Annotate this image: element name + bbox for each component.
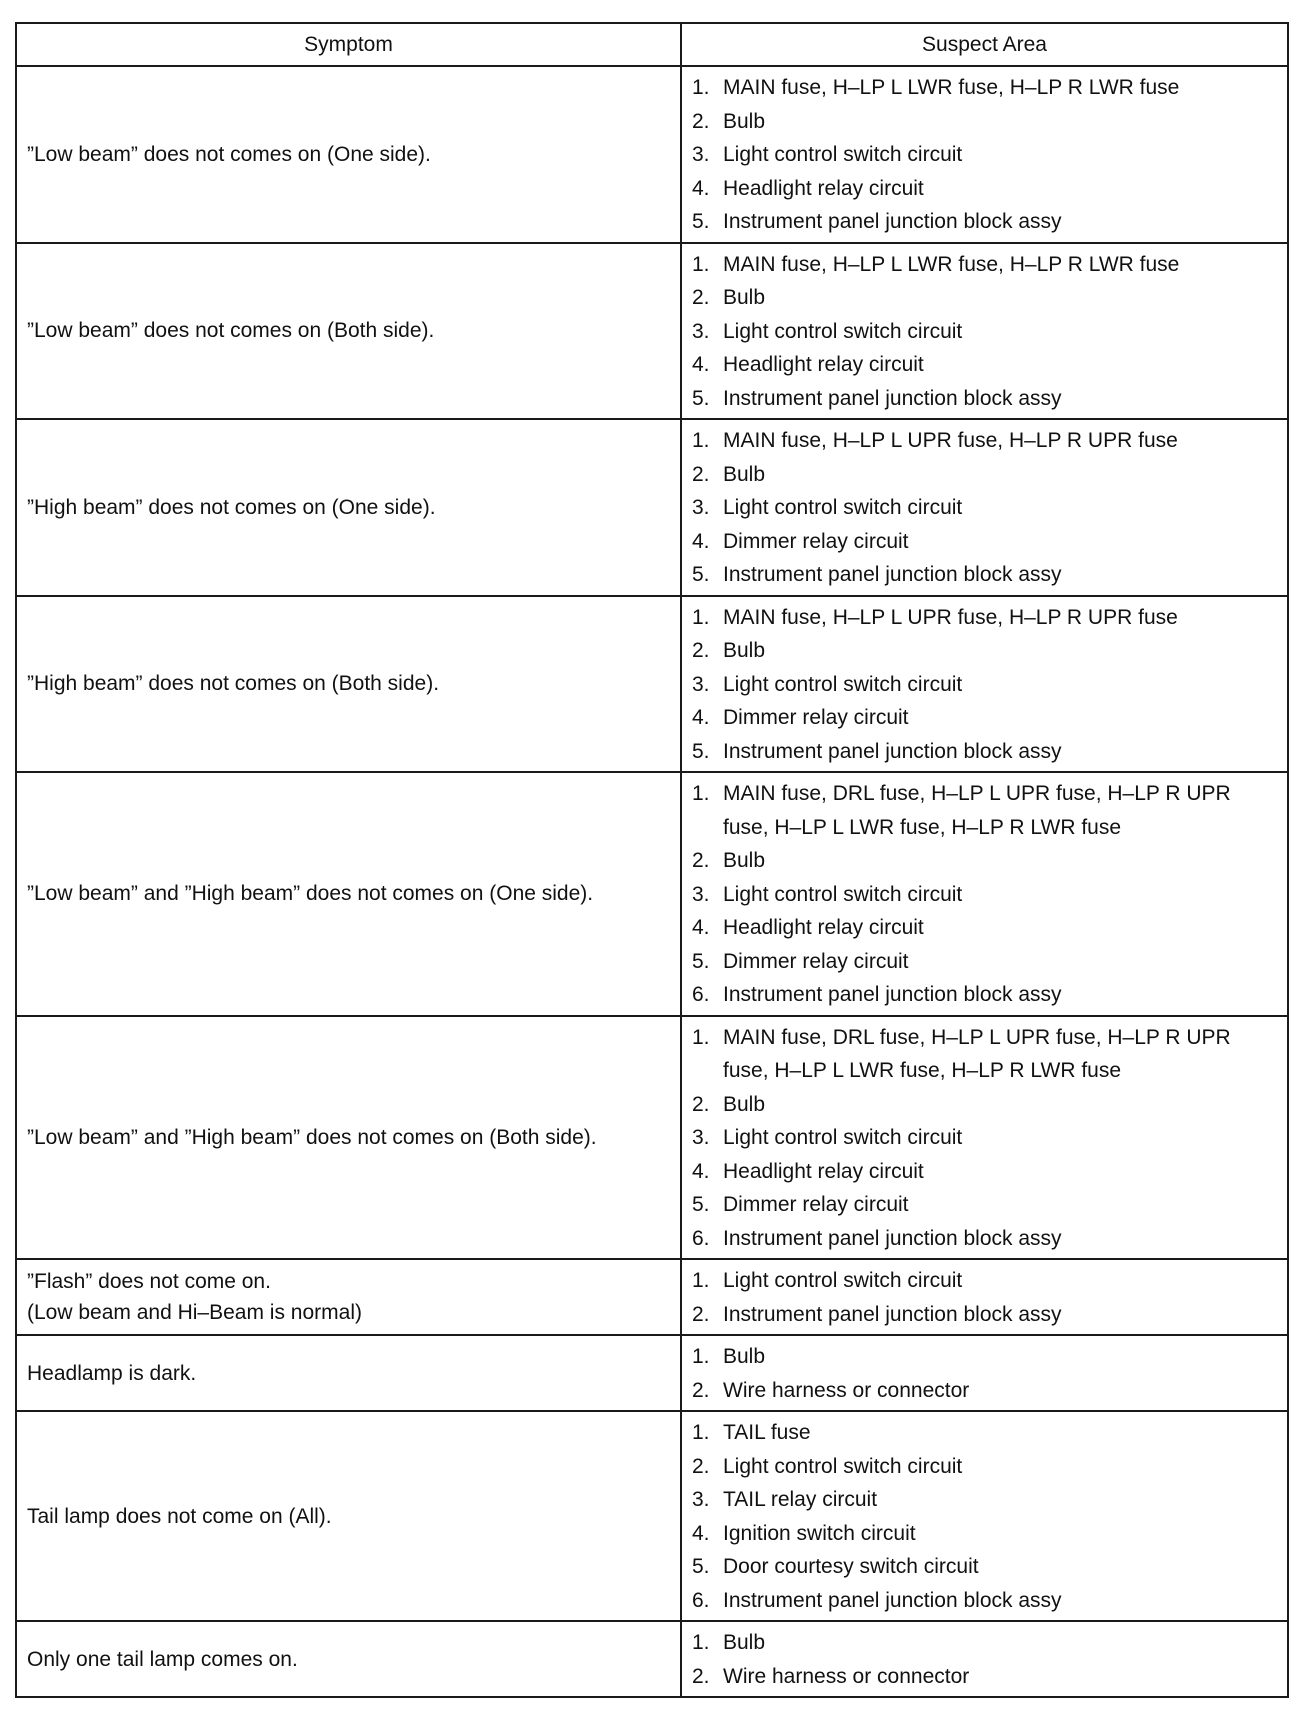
table-row xyxy=(16,772,1288,1016)
suspect-item-text: Wire harness or connector xyxy=(723,1664,970,1688)
suspect-item-number: 1. xyxy=(692,1345,710,1368)
suspect-item-text: Instrument panel junction block assy xyxy=(723,983,1062,1006)
suspect-item xyxy=(692,458,1277,492)
suspect-item-text: Light control switch circuit xyxy=(723,1269,963,1292)
suspect-item-number: 1. xyxy=(692,252,710,276)
suspect-item-number: 2. xyxy=(692,1378,710,1402)
suspect-item-number: 2. xyxy=(692,1302,710,1326)
suspect-item xyxy=(692,172,1277,206)
suspect-item xyxy=(692,777,1277,844)
suspect-item-number: 3. xyxy=(692,882,710,906)
table-row xyxy=(16,419,1288,596)
suspect-item-number: 2. xyxy=(692,849,710,872)
suspect-item xyxy=(692,1021,1277,1088)
suspect-item-text: Headlight relay circuit xyxy=(723,916,924,939)
symptom-text: Tail lamp does not come on (All). xyxy=(27,1504,332,1528)
suspect-item-text: Light control switch circuit xyxy=(723,496,963,519)
suspect-item-text: Bulb xyxy=(723,286,766,309)
suspect-item-number: 6. xyxy=(692,1226,710,1250)
suspect-item-number: 2. xyxy=(692,286,710,309)
suspect-item-text: Bulb xyxy=(723,849,766,872)
symptom-cell xyxy=(16,1411,681,1621)
table-body xyxy=(16,66,1288,1697)
suspect-item-text: Bulb xyxy=(723,1631,766,1654)
table-row xyxy=(16,243,1288,420)
suspect-item xyxy=(692,1626,1277,1660)
suspect-list xyxy=(692,1416,1277,1617)
suspect-area-cell xyxy=(681,1411,1288,1621)
suspect-item-number: 1. xyxy=(692,782,710,805)
suspect-item xyxy=(692,525,1277,559)
suspect-item-number: 5. xyxy=(692,1193,710,1216)
suspect-item-text: MAIN fuse, DRL fuse, H–LP L UPR fuse, H–LP R UPR fuse, H–LP L LWR fuse, H–LP R LWR fuse xyxy=(723,1025,1231,1082)
suspect-list xyxy=(692,1021,1277,1256)
table-row xyxy=(16,1621,1288,1697)
suspect-item xyxy=(692,878,1277,912)
suspect-item-number: 2. xyxy=(692,1664,710,1688)
suspect-item-text: MAIN fuse, H–LP L LWR fuse, H–LP R LWR fuse xyxy=(723,76,1180,99)
suspect-item-number: 5. xyxy=(692,563,710,586)
symptom-cell xyxy=(16,243,681,420)
suspect-item xyxy=(692,348,1277,382)
suspect-item xyxy=(692,1517,1277,1551)
suspect-item-number: 5. xyxy=(692,739,710,763)
suspect-item-number: 1. xyxy=(692,605,710,629)
suspect-item xyxy=(692,1374,1277,1408)
suspect-item-number: 1. xyxy=(692,76,710,99)
suspect-item-number: 3. xyxy=(692,496,710,519)
suspect-item-text: Ignition switch circuit xyxy=(723,1521,916,1545)
suspect-item xyxy=(692,1660,1277,1694)
suspect-area-cell xyxy=(681,1335,1288,1411)
suspect-list xyxy=(692,1340,1277,1407)
suspect-item xyxy=(692,382,1277,416)
suspect-item-text: Dimmer relay circuit xyxy=(723,949,909,973)
suspect-item-text: Instrument panel junction block assy xyxy=(723,1588,1062,1612)
symptom-cell xyxy=(16,596,681,773)
suspect-item xyxy=(692,668,1277,702)
suspect-item-number: 2. xyxy=(692,1092,710,1116)
suspect-item-number: 4. xyxy=(692,529,710,553)
suspect-item-number: 1. xyxy=(692,429,710,452)
suspect-item-text: Door courtesy switch circuit xyxy=(723,1555,979,1578)
suspect-item-number: 5. xyxy=(692,949,710,973)
suspect-item-text: TAIL fuse xyxy=(723,1421,811,1444)
suspect-area-cell xyxy=(681,1016,1288,1260)
suspect-item xyxy=(692,281,1277,315)
suspect-item xyxy=(692,1188,1277,1222)
suspect-item-number: 3. xyxy=(692,319,710,343)
suspect-list xyxy=(692,424,1277,592)
symptom-cell xyxy=(16,1335,681,1411)
suspect-item-text: TAIL relay circuit xyxy=(723,1488,878,1511)
table-row xyxy=(16,1411,1288,1621)
suspect-item-text: Dimmer relay circuit xyxy=(723,529,909,553)
symptom-text: ”High beam” does not comes on (Both side). xyxy=(27,672,440,696)
suspect-item-number: 2. xyxy=(692,639,710,662)
suspect-item-number: 5. xyxy=(692,210,710,233)
suspect-item-text: Headlight relay circuit xyxy=(723,353,924,376)
suspect-area-cell xyxy=(681,419,1288,596)
suspect-item-number: 1. xyxy=(692,1421,710,1444)
suspect-list xyxy=(692,601,1277,769)
suspect-item-number: 2. xyxy=(692,462,710,486)
suspect-item-number: 1. xyxy=(692,1025,710,1049)
suspect-item xyxy=(692,1121,1277,1155)
suspect-item-text: Bulb xyxy=(723,109,766,133)
suspect-item-number: 5. xyxy=(692,386,710,410)
table-row xyxy=(16,596,1288,773)
suspect-area-cell xyxy=(681,1621,1288,1697)
table-row xyxy=(16,66,1288,243)
suspect-item-text: Light control switch circuit xyxy=(723,319,963,343)
table-row xyxy=(16,1016,1288,1260)
suspect-item-text: Instrument panel junction block assy xyxy=(723,1226,1062,1250)
suspect-item-number: 2. xyxy=(692,1454,710,1478)
symptom-text: Headlamp is dark. xyxy=(27,1361,197,1385)
symptom-cell xyxy=(16,419,681,596)
suspect-item xyxy=(692,1088,1277,1122)
suspect-item xyxy=(692,1416,1277,1450)
suspect-item xyxy=(692,1155,1277,1189)
suspect-item-text: Headlight relay circuit xyxy=(723,176,924,200)
suspect-area-cell xyxy=(681,66,1288,243)
suspect-item xyxy=(692,735,1277,769)
suspect-item-number: 4. xyxy=(692,916,710,939)
suspect-item-text: Light control switch circuit xyxy=(723,1454,963,1478)
suspect-item-text: Light control switch circuit xyxy=(723,1126,963,1149)
symptom-cell xyxy=(16,1016,681,1260)
table-header-row xyxy=(16,23,1288,66)
suspect-item-number: 1. xyxy=(692,1269,710,1292)
suspect-item xyxy=(692,1584,1277,1618)
suspect-item-text: Headlight relay circuit xyxy=(723,1159,924,1183)
suspect-area-cell xyxy=(681,1259,1288,1335)
symptom-text: (Low beam and Hi–Beam is normal) xyxy=(27,1301,362,1324)
symptom-text: ”Flash” does not come on. xyxy=(27,1270,271,1293)
symptom-text: ”Low beam” does not comes on (Both side). xyxy=(27,319,435,343)
suspect-list xyxy=(692,777,1277,1012)
suspect-item xyxy=(692,424,1277,458)
suspect-item-text: MAIN fuse, DRL fuse, H–LP L UPR fuse, H–LP R UPR fuse, H–LP L LWR fuse, H–LP R LWR fuse xyxy=(723,782,1231,839)
symptom-text: ”Low beam” and ”High beam” does not comes on (One side). xyxy=(27,882,594,906)
suspect-item-text: Light control switch circuit xyxy=(723,882,963,906)
suspect-item xyxy=(692,558,1277,592)
suspect-item-number: 4. xyxy=(692,706,710,729)
suspect-item xyxy=(692,844,1277,878)
suspect-item-number: 4. xyxy=(692,1521,710,1545)
suspect-item-number: 3. xyxy=(692,143,710,166)
suspect-area-cell xyxy=(681,596,1288,773)
suspect-item xyxy=(692,1550,1277,1584)
symptom-cell xyxy=(16,772,681,1016)
suspect-item xyxy=(692,248,1277,282)
suspect-item-text: Bulb xyxy=(723,462,766,486)
symptom-cell xyxy=(16,1621,681,1697)
suspect-item-number: 6. xyxy=(692,983,710,1006)
suspect-item xyxy=(692,701,1277,735)
suspect-item xyxy=(692,911,1277,945)
suspect-item xyxy=(692,1222,1277,1256)
suspect-item-text: Instrument panel junction block assy xyxy=(723,739,1062,763)
suspect-item xyxy=(692,601,1277,635)
suspect-item-number: 1. xyxy=(692,1631,710,1654)
suspect-area-cell xyxy=(681,243,1288,420)
suspect-item-text: Instrument panel junction block assy xyxy=(723,210,1062,233)
suspect-item xyxy=(692,491,1277,525)
suspect-item-text: Bulb xyxy=(723,1345,766,1368)
suspect-item xyxy=(692,1450,1277,1484)
suspect-item xyxy=(692,1483,1277,1517)
symptom-text: ”Low beam” does not comes on (One side). xyxy=(27,142,431,166)
symptom-cell xyxy=(16,1259,681,1335)
suspect-item xyxy=(692,978,1277,1012)
suspect-item-number: 3. xyxy=(692,1488,710,1511)
suspect-item xyxy=(692,205,1277,239)
suspect-item-text: Light control switch circuit xyxy=(723,143,963,166)
suspect-item-text: MAIN fuse, H–LP L UPR fuse, H–LP R UPR fuse xyxy=(723,605,1178,629)
suspect-item xyxy=(692,138,1277,172)
suspect-item-number: 4. xyxy=(692,353,710,376)
symptom-suspect-table xyxy=(15,22,1289,1698)
suspect-item xyxy=(692,71,1277,105)
suspect-item xyxy=(692,1298,1277,1332)
suspect-item-number: 3. xyxy=(692,1126,710,1149)
suspect-item-text: Instrument panel junction block assy xyxy=(723,563,1062,586)
suspect-item xyxy=(692,315,1277,349)
symptom-text: ”High beam” does not comes on (One side). xyxy=(27,495,436,519)
suspect-item-text: Wire harness or connector xyxy=(723,1378,970,1402)
suspect-area-column-header: Suspect Area xyxy=(681,23,1288,66)
suspect-item-text: Instrument panel junction block assy xyxy=(723,1302,1062,1326)
suspect-item-number: 2. xyxy=(692,109,710,133)
symptom-column-header: Symptom xyxy=(16,23,681,66)
suspect-item-number: 6. xyxy=(692,1588,710,1612)
suspect-list xyxy=(692,248,1277,416)
suspect-item xyxy=(692,1340,1277,1374)
suspect-list xyxy=(692,71,1277,239)
suspect-item-text: Instrument panel junction block assy xyxy=(723,386,1062,410)
suspect-list xyxy=(692,1626,1277,1693)
suspect-item-number: 3. xyxy=(692,672,710,696)
suspect-item-number: 5. xyxy=(692,1555,710,1578)
table-row xyxy=(16,1259,1288,1335)
suspect-item-text: Light control switch circuit xyxy=(723,672,963,696)
suspect-item-text: Dimmer relay circuit xyxy=(723,1193,909,1216)
suspect-item-text: Bulb xyxy=(723,1092,766,1116)
suspect-list xyxy=(692,1264,1277,1331)
suspect-item xyxy=(692,105,1277,139)
suspect-item xyxy=(692,1264,1277,1298)
suspect-item-text: Dimmer relay circuit xyxy=(723,706,909,729)
suspect-item xyxy=(692,634,1277,668)
table-row xyxy=(16,1335,1288,1411)
symptom-text: ”Low beam” and ”High beam” does not comes on (Both side). xyxy=(27,1125,597,1149)
symptom-text: Only one tail lamp comes on. xyxy=(27,1647,298,1671)
suspect-item-text: MAIN fuse, H–LP L UPR fuse, H–LP R UPR fuse xyxy=(723,429,1178,452)
suspect-item-number: 4. xyxy=(692,176,710,200)
troubleshooting-table-container xyxy=(15,22,1287,1698)
symptom-cell xyxy=(16,66,681,243)
suspect-item-number: 4. xyxy=(692,1159,710,1183)
suspect-item-text: MAIN fuse, H–LP L LWR fuse, H–LP R LWR fuse xyxy=(723,252,1180,276)
suspect-area-cell xyxy=(681,772,1288,1016)
suspect-item xyxy=(692,945,1277,979)
suspect-item-text: Bulb xyxy=(723,639,766,662)
